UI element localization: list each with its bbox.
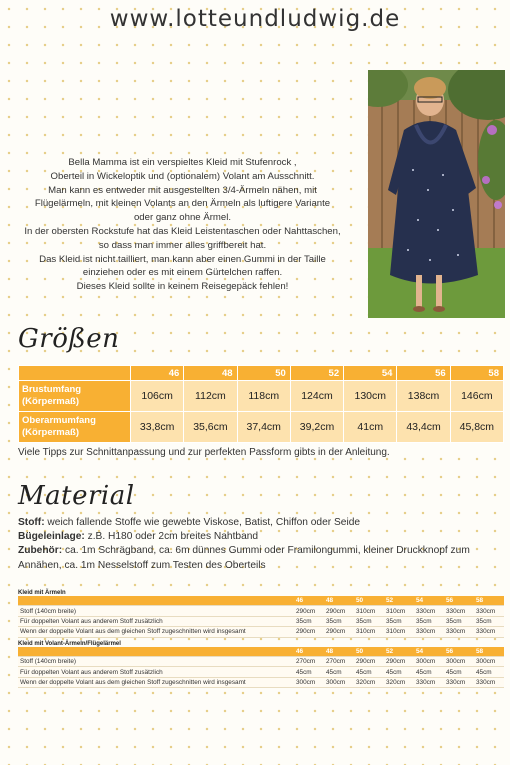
yardage-size-cell: 46 <box>294 647 324 657</box>
yardage-value-cell: 310cm <box>384 606 414 616</box>
yardage-value-cell: 300cm <box>294 677 324 687</box>
yardage-size-cell: 56 <box>444 596 474 606</box>
yardage-value-cell: 330cm <box>444 627 474 637</box>
yardage-row <box>18 627 504 637</box>
yardage-value-cell: 290cm <box>324 627 354 637</box>
material-fabric: Stoff: weich fallende Stoffe wie gewebte Viskose, Batist, Chiffon oder Seide <box>18 517 361 528</box>
yardage-value-cell: 35cm <box>444 616 474 626</box>
size-row-label: Oberarmumfang (Körpermaß) <box>19 412 131 443</box>
size-value-cell: 106cm <box>131 381 184 412</box>
fit-tip: Viele Tipps zur Schnittanpassung und zur perfekten Passform gibts in der Anleitung. <box>18 447 390 458</box>
description-line: Flügelärmeln, mit kleinen Volants an den Ärmeln als luftigere Variante <box>34 198 331 210</box>
yardage-size-cell: 50 <box>354 596 384 606</box>
size-row <box>19 381 504 412</box>
size-header-cell: 52 <box>290 366 343 381</box>
yardage-row <box>18 606 504 616</box>
yardage-table <box>18 647 504 689</box>
size-header-cell: 58 <box>450 366 503 381</box>
yardage-value-cell: 45cm <box>474 667 504 677</box>
size-value-cell: 130cm <box>344 381 397 412</box>
size-table <box>18 365 504 443</box>
yardage-size-cell: 54 <box>414 596 444 606</box>
yardage-value-cell: 330cm <box>414 677 444 687</box>
yardage-size-cell: 48 <box>324 647 354 657</box>
yardage-header-corner <box>18 647 294 657</box>
yardage-value-cell: 35cm <box>294 616 324 626</box>
yardage-header-row <box>18 596 504 606</box>
yardage-row <box>18 616 504 626</box>
yardage-header-row <box>18 647 504 657</box>
size-value-cell: 35,6cm <box>184 412 237 443</box>
yardage-value-cell: 35cm <box>384 616 414 626</box>
size-header-cell: 46 <box>131 366 184 381</box>
yardage-value-cell: 320cm <box>384 677 414 687</box>
yardage-value-cell: 45cm <box>294 667 324 677</box>
material-list <box>18 516 504 573</box>
yardage-value-cell: 330cm <box>444 677 474 687</box>
size-value-cell: 45,8cm <box>450 412 503 443</box>
yardage-size-cell: 52 <box>384 596 414 606</box>
yardage-value-cell: 290cm <box>324 606 354 616</box>
size-header-cell: 56 <box>397 366 450 381</box>
yardage-value-cell: 290cm <box>384 656 414 666</box>
yardage-value-cell: 300cm <box>324 677 354 687</box>
yardage-value-cell: 45cm <box>384 667 414 677</box>
description-line: Oberteil in Wickeloptik und (optionalem) Volant am Ausschnitt. <box>50 170 315 182</box>
product-description <box>10 156 355 294</box>
material-interfacing: Bügeleinlage: z.B. H180 oder 2cm breites Nahtband <box>18 531 259 543</box>
site-url[interactable]: www.lotteundludwig.de <box>109 6 401 32</box>
yardage-value-cell: 330cm <box>474 677 504 687</box>
size-row <box>19 412 504 443</box>
yardage-title: Kleid mit Ärmeln <box>18 590 66 596</box>
size-value-cell: 138cm <box>397 381 450 412</box>
yardage-row-label: Stoff (140cm breite) <box>18 656 294 666</box>
size-value-cell: 112cm <box>184 381 237 412</box>
yardage-row <box>18 656 504 666</box>
yardage-value-cell: 270cm <box>294 656 324 666</box>
yardage-value-cell: 330cm <box>474 606 504 616</box>
yardage-value-cell: 35cm <box>414 616 444 626</box>
yardage-value-cell: 330cm <box>474 627 504 637</box>
yardage-value-cell: 310cm <box>354 606 384 616</box>
yardage-tables <box>18 590 504 688</box>
yardage-row-label: Für doppelten Volant aus anderem Stoff zusätzlich <box>18 616 294 626</box>
yardage-table <box>18 596 504 638</box>
yardage-size-cell: 54 <box>414 647 444 657</box>
yardage-value-cell: 290cm <box>294 627 324 637</box>
yardage-value-cell: 330cm <box>414 627 444 637</box>
yardage-value-cell: 45cm <box>444 667 474 677</box>
description-line: so dass man immer alles griffbereit hat. <box>98 239 267 251</box>
yardage-value-cell: 45cm <box>414 667 444 677</box>
yardage-header-corner <box>18 596 294 606</box>
yardage-value-cell: 35cm <box>474 616 504 626</box>
material-notions: Zubehör: ca. 1m Schrägband, ca. 6m dünnes Gummi oder Framilongummi, kleiner Druckknopf zum Annähen, ca. 1m Nesselstoff zum Testen des Oberteils <box>18 545 470 571</box>
yardage-title: Kleid mit Volant-Ärmeln/Flügelärmel <box>18 640 121 647</box>
yardage-value-cell: 290cm <box>354 656 384 666</box>
yardage-size-cell: 58 <box>474 596 504 606</box>
yardage-row-label: Wenn der doppelte Volant aus dem gleichen Stoff zugeschnitten wird insgesamt <box>18 627 294 637</box>
size-table-corner <box>19 366 131 381</box>
size-header-cell: 54 <box>344 366 397 381</box>
yardage-value-cell: 300cm <box>474 656 504 666</box>
yardage-value-cell: 290cm <box>294 606 324 616</box>
yardage-size-cell: 46 <box>294 596 324 606</box>
description-line: Das Kleid ist nicht tailliert, man kann aber einen Gummi in der Taille <box>39 253 326 265</box>
yardage-value-cell: 300cm <box>414 656 444 666</box>
material-heading: Material <box>18 481 135 511</box>
yardage-row-label: Für doppelten Volant aus anderem Stoff zusätzlich <box>18 667 294 677</box>
size-value-cell: 118cm <box>237 381 290 412</box>
yardage-size-cell: 56 <box>444 647 474 657</box>
model-photo <box>368 70 505 318</box>
size-value-cell: 43,4cm <box>397 412 450 443</box>
size-value-cell: 124cm <box>290 381 343 412</box>
description-line: Bella Mamma ist ein verspieltes Kleid mit Stufenrock , <box>68 157 297 168</box>
description-line: Dieses Kleid sollte in keinem Reisegepäck fehlen! <box>76 281 289 293</box>
yardage-row-label: Wenn der doppelte Volant aus dem gleichen Stoff zugeschnitten wird insgesamt <box>18 677 294 687</box>
yardage-row <box>18 667 504 677</box>
size-value-cell: 37,4cm <box>237 412 290 443</box>
yardage-size-cell: 48 <box>324 596 354 606</box>
description-line: Man kann es entweder mit ausgestellten 3/4-Ärmeln nähen, mit <box>48 184 317 196</box>
size-value-cell: 146cm <box>450 381 503 412</box>
size-value-cell: 33,8cm <box>131 412 184 443</box>
size-value-cell: 41cm <box>344 412 397 443</box>
yardage-value-cell: 330cm <box>444 606 474 616</box>
size-row-label: Brustumfang (Körpermaß) <box>19 381 131 412</box>
yardage-value-cell: 35cm <box>354 616 384 626</box>
yardage-value-cell: 45cm <box>324 667 354 677</box>
yardage-size-cell: 58 <box>474 647 504 657</box>
description-line: oder ganz ohne Ärmel. <box>133 212 232 224</box>
yardage-value-cell: 310cm <box>354 627 384 637</box>
yardage-size-cell: 52 <box>384 647 414 657</box>
yardage-value-cell: 35cm <box>324 616 354 626</box>
size-value-cell: 39,2cm <box>290 412 343 443</box>
description-line: einziehen oder es mit einem Gürtelchen raffen. <box>82 267 283 279</box>
yardage-value-cell: 310cm <box>384 627 414 637</box>
yardage-value-cell: 300cm <box>444 656 474 666</box>
yardage-value-cell: 330cm <box>414 606 444 616</box>
yardage-value-cell: 320cm <box>354 677 384 687</box>
yardage-value-cell: 270cm <box>324 656 354 666</box>
yardage-size-cell: 50 <box>354 647 384 657</box>
yardage-row <box>18 677 504 687</box>
sizes-heading: Größen <box>18 324 120 354</box>
size-header-cell: 48 <box>184 366 237 381</box>
description-line: In der obersten Rockstufe hat das Kleid Leistentaschen oder Nahttaschen, <box>24 225 341 237</box>
yardage-value-cell: 45cm <box>354 667 384 677</box>
yardage-row-label: Stoff (140cm breite) <box>18 606 294 616</box>
size-header-cell: 50 <box>237 366 290 381</box>
